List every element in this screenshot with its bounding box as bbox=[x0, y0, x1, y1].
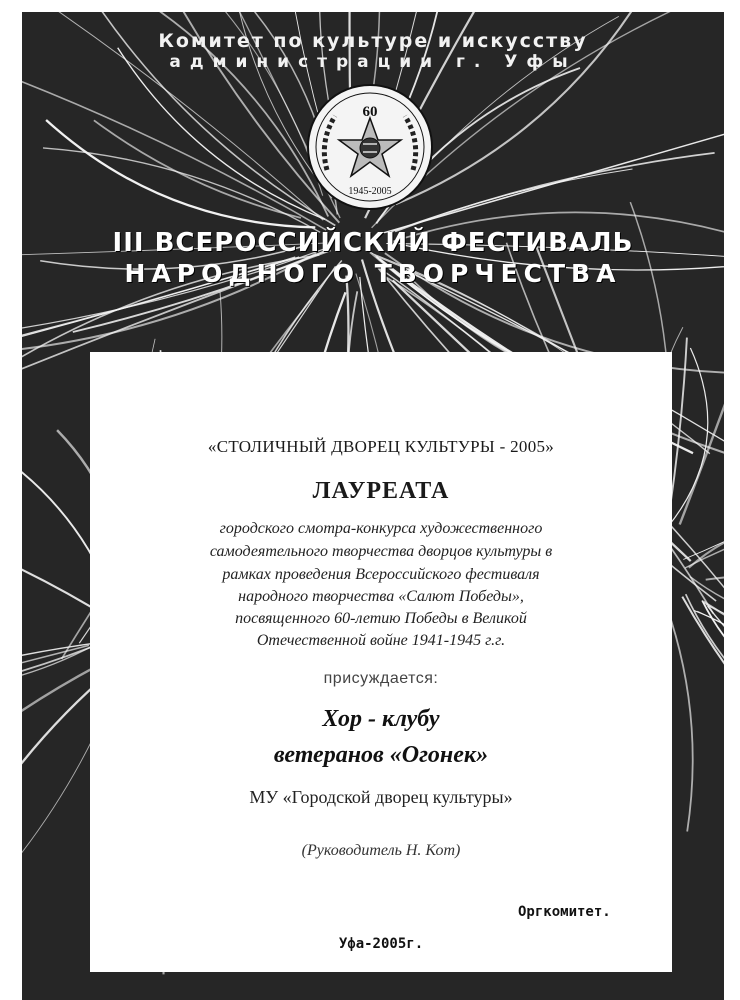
committee-header-line2: администрации г. Уфы bbox=[169, 52, 577, 72]
event-title: «СТОЛИЧНЫЙ ДВОРЕЦ КУЛЬТУРЫ - 2005» bbox=[207, 437, 555, 456]
firework-ray bbox=[94, 120, 301, 218]
organizing-committee-signature: Оргкомитет. bbox=[518, 904, 611, 920]
firework-ray bbox=[702, 601, 724, 713]
firework-ray bbox=[685, 507, 724, 568]
director-name: (Руководитель Н. Кот) bbox=[301, 842, 461, 859]
award-title: ЛАУРЕАТА bbox=[312, 478, 450, 504]
description-line: народного творчества «Салют Победы», bbox=[238, 588, 524, 605]
recipient-line: ветеранов «Огонек» bbox=[273, 742, 489, 768]
description-line: самодеятельного творчества дворцов культуры в bbox=[209, 543, 553, 560]
festival-title-line2: НАРОДНОГО ТВОРЧЕСТВА bbox=[124, 259, 622, 288]
recipient-line: Хор - клубу bbox=[322, 706, 440, 732]
description-line: рамках проведения Всероссийского фестиваля bbox=[222, 566, 540, 583]
firework-ray bbox=[689, 522, 724, 567]
committee-header-line1: Комитет по культуре и искусству bbox=[158, 30, 588, 52]
firework-ray bbox=[694, 611, 724, 770]
firework-ray bbox=[22, 54, 326, 230]
description-line: городского смотра-конкурса художественного bbox=[219, 520, 543, 537]
organization-name: МУ «Городской дворец культуры» bbox=[249, 787, 513, 807]
festival-title-line1: III ВСЕРОССИЙСКИЙ ФЕСТИВАЛЬ bbox=[112, 228, 634, 258]
awarded-label: присуждается: bbox=[323, 670, 439, 687]
firework-ray bbox=[704, 602, 724, 785]
description-line: Отечественной войне 1941-1945 г.г. bbox=[256, 632, 506, 649]
emblem-anniversary-number: 60 bbox=[362, 104, 378, 120]
description-line: посвященного 60-летию Победы в Великой bbox=[235, 610, 527, 627]
firework-ray bbox=[668, 348, 708, 527]
emblem-years: 1945-2005 bbox=[348, 186, 392, 197]
firework-ray bbox=[697, 611, 724, 808]
firework-ray bbox=[683, 408, 724, 560]
place-and-year: Уфа-2005г. bbox=[338, 936, 424, 952]
firework-ray bbox=[43, 148, 320, 232]
